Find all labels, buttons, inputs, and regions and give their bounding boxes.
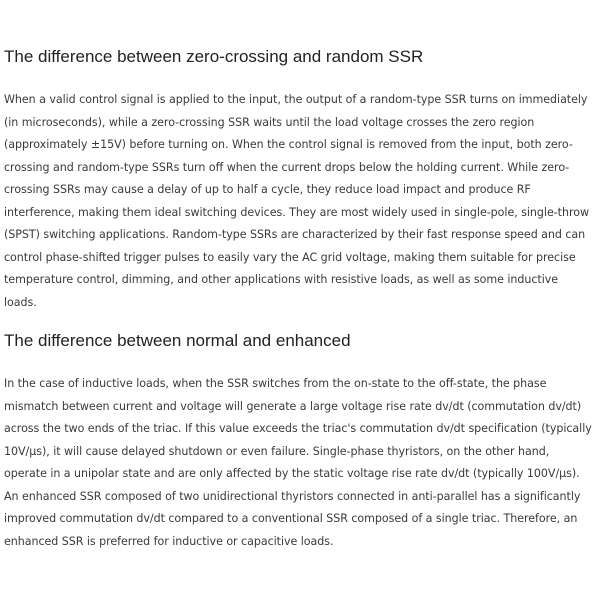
article xyxy=(4,44,594,553)
section-body-normal-vs-enhanced: In the case of inductive loads, when the SSR switches from the on-state to the off-state, the phase mismatch between current and voltage will generate a large voltage rise rate dv/dt (commutation dv/dt) across the two ends of the triac. If this value exceeds the triac's commutation dv/dt specification (typically 10V/μs), it will cause delayed shutdown or even failure. Single-phase thyristors, on the other hand, operate in a unipolar state and are only affected by the static voltage rise rate dv/dt (typically 100V/μs). An enhanced SSR composed of two unidirectional thyristors connected in anti-parallel has a significantly improved commutation dv/dt compared to a conventional SSR composed of a single triac. Therefore, an enhanced SSR is preferred for inductive or capacitive loads. xyxy=(4,377,592,548)
section-body-zero-crossing-vs-random: When a valid control signal is applied to the input, the output of a random-type SSR turns on immediately (in microseconds), while a zero-crossing SSR waits until the load voltage crosses the zero region (approximately ±15V) before turning on. When the control signal is removed from the input, both zero-crossing and random-type SSRs turn off when the current drops below the holding current. While zero-crossing SSRs may cause a delay of up to half a cycle, they reduce load impact and produce RF interference, making them ideal switching devices. They are most widely used in single-pole, single-throw (SPST) switching applications. Random-type SSRs are characterized by their fast response speed and can control phase-shifted trigger pulses to easily vary the AC grid voltage, making them suitable for precise temperature control, dimming, and other applications with resistive loads, as well as some inductive loads. xyxy=(4,93,589,309)
section-heading-zero-crossing-vs-random: The difference between zero-crossing and random SSR xyxy=(4,47,424,66)
section-heading-normal-vs-enhanced: The difference between normal and enhanced xyxy=(4,331,351,350)
